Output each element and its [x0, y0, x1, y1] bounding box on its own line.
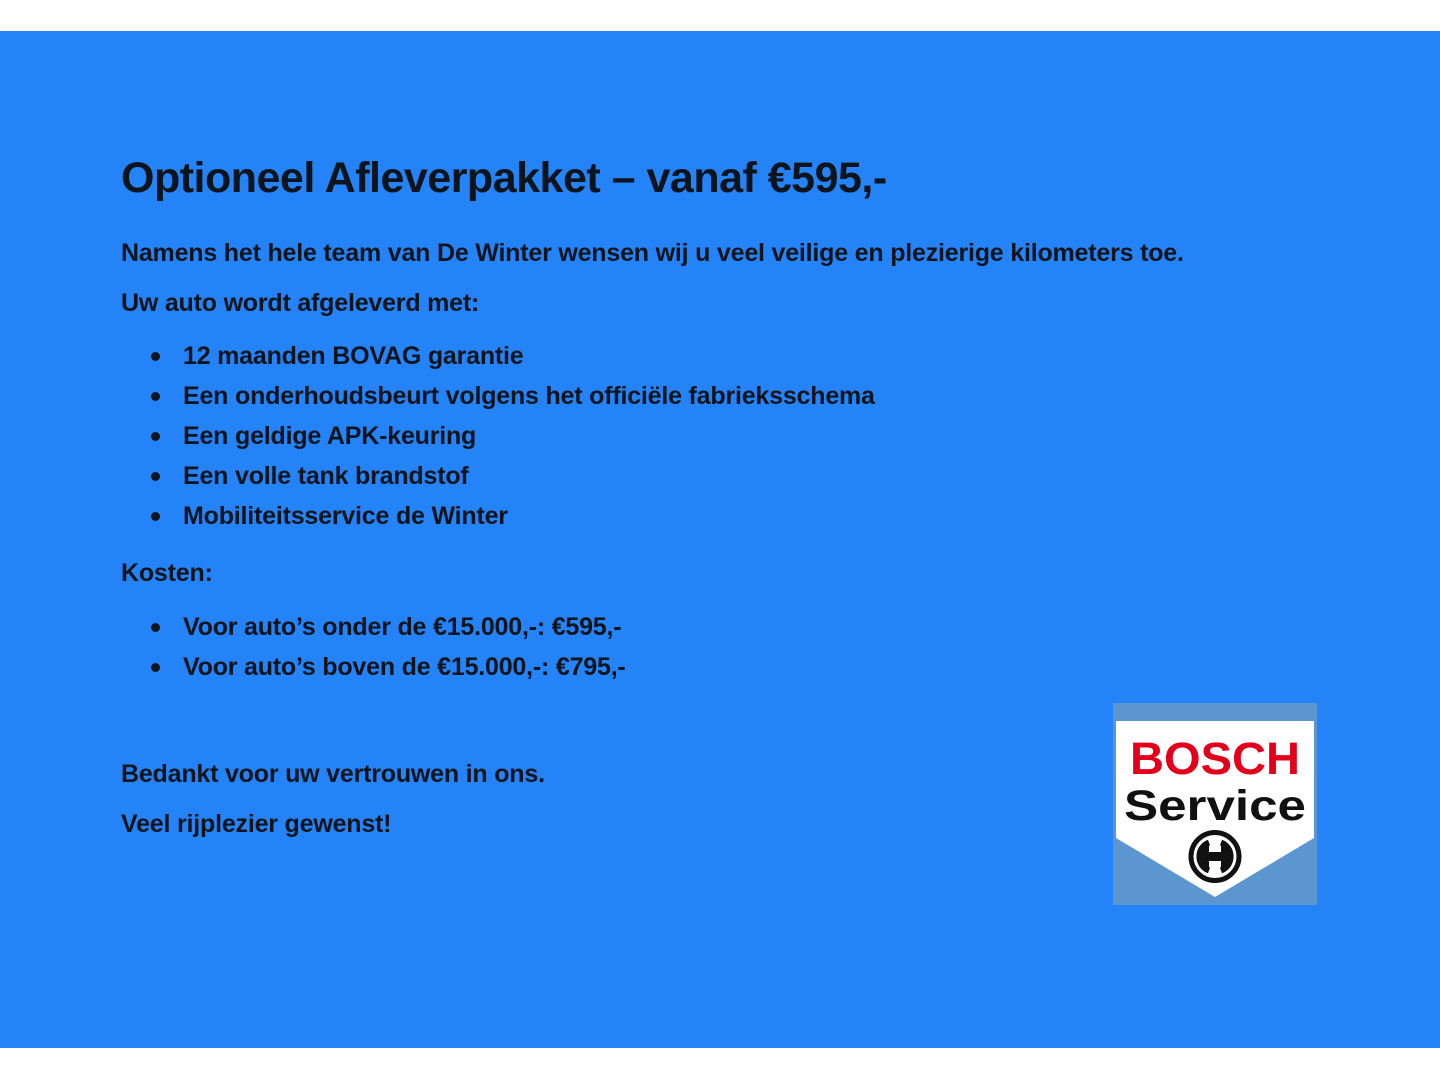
page-title: Optioneel Afleverpakket – vanaf €595,-	[121, 154, 887, 202]
costs-heading: Kosten:	[121, 559, 213, 587]
bosch-service-logo	[1113, 703, 1317, 905]
delivery-list-item: 12 maanden BOVAG garantie	[121, 344, 523, 369]
delivery-list-item: Een geldige APK-keuring	[121, 424, 476, 449]
slide-content	[121, 0, 1411, 1080]
bosch-armature-icon	[1191, 833, 1239, 881]
cost-list-item: Voor auto’s onder de €15.000,-: €595,-	[121, 615, 621, 640]
cost-list-item: Voor auto’s boven de €15.000,-: €795,-	[121, 655, 626, 680]
delivery-list-item: Mobiliteitsservice de Winter	[121, 504, 508, 529]
intro-text: Namens het hele team van De Winter wensen wij u veel veilige en plezierige kilometers toe.	[121, 239, 1184, 267]
service-wordmark: Service	[1124, 782, 1306, 830]
bosch-wordmark: BOSCH	[1130, 733, 1300, 784]
closing-text: Veel rijplezier gewenst!	[121, 810, 392, 838]
delivery-heading: Uw auto wordt afgeleverd met:	[121, 289, 480, 317]
thanks-text: Bedankt voor uw vertrouwen in ons.	[121, 760, 545, 788]
delivery-list-item: Een volle tank brandstof	[121, 464, 469, 489]
delivery-list-item: Een onderhoudsbeurt volgens het officiële fabrieksschema	[121, 384, 875, 409]
bosch-logo-graphic	[1113, 703, 1317, 905]
